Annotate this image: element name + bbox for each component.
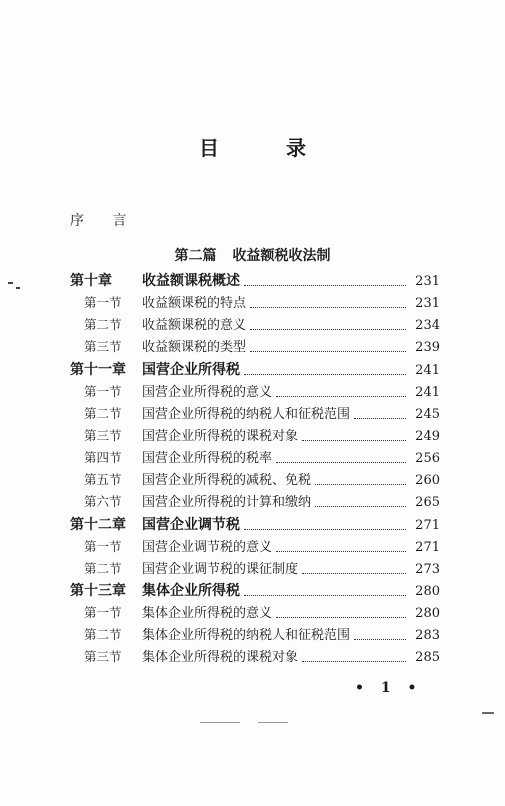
toc-dot-leader: [276, 453, 406, 463]
toc-entry-title: 国营企业所得税: [142, 361, 240, 378]
toc-entry-page: 241: [415, 362, 440, 378]
toc-entry-page: 231: [415, 296, 440, 312]
toc-entry-label: 第一节: [84, 383, 122, 399]
toc-entry-label: 第十章: [70, 273, 112, 289]
toc-entry-label: 第三节: [84, 649, 122, 665]
toc-entry-page: 283: [415, 628, 440, 644]
toc-entry-page: 265: [415, 495, 440, 511]
toc-section-row: [70, 646, 440, 668]
toc-entry-title: 国营企业调节税的意义: [142, 539, 273, 555]
toc-section-row: [70, 425, 440, 447]
toc-entry-page: 260: [415, 473, 440, 489]
toc-section-row: [70, 602, 440, 624]
toc-entry-label: 第二节: [84, 627, 122, 643]
toc-section-row: [70, 336, 440, 358]
toc-section-row: [70, 491, 440, 513]
page-title: 目 录: [199, 136, 336, 160]
toc-dot-leader: [276, 608, 406, 618]
toc-dot-leader: [315, 497, 406, 507]
page-number: • 1 •: [355, 680, 423, 696]
toc-entry-label: 第十一章: [70, 361, 126, 378]
toc-entry-page: 241: [415, 384, 440, 400]
toc-entry-label: 第二节: [84, 560, 122, 576]
toc-entry-label: 第十二章: [70, 516, 126, 533]
toc-entry-page: 245: [415, 406, 440, 422]
toc-dot-leader: [302, 652, 406, 662]
toc-section-row: [70, 447, 440, 469]
toc-chapter-row: [70, 359, 440, 381]
toc-dot-leader: [315, 475, 406, 485]
preface-heading: 序 言: [70, 213, 139, 229]
toc-entry-page: 271: [415, 517, 440, 533]
toc-entry-page: 249: [415, 428, 440, 444]
toc-dot-leader: [276, 542, 406, 552]
toc-entry-title: 国营企业所得税的减税、免税: [142, 473, 312, 489]
toc-entry-label: 第一节: [84, 295, 122, 311]
toc-dot-leader: [302, 564, 406, 574]
toc-entry-title: 国营企业所得税的计算和缴纳: [142, 495, 312, 511]
toc-section-row: [70, 292, 440, 314]
part-name: 收益额税收法制: [232, 248, 331, 264]
scan-speck: [258, 722, 288, 723]
toc-entry-label: 第五节: [84, 472, 122, 488]
toc-section-row: [70, 314, 440, 336]
toc-entry-page: 234: [415, 318, 440, 334]
toc-entry-title: 国营企业调节税: [142, 516, 240, 533]
toc-entry-page: 280: [415, 583, 440, 599]
toc-entry-label: 第六节: [84, 494, 122, 510]
toc-dot-leader: [244, 586, 406, 596]
toc-entry-title: 收益额课税的类型: [142, 340, 247, 356]
toc-entry-label: 第一节: [84, 605, 122, 621]
toc-entry-label: 第三节: [84, 339, 122, 355]
toc-entry-label: 第三节: [84, 427, 122, 443]
toc-entry-label: 第一节: [84, 538, 122, 554]
toc-chapter-row: [70, 580, 440, 602]
toc-entry-title: 国营企业调节税的课征制度: [142, 561, 299, 577]
part-number: 第二篇: [174, 248, 217, 264]
toc-entry-page: 256: [415, 451, 440, 467]
toc-entry-page: 280: [415, 606, 440, 622]
toc-entry-label: 第十三章: [70, 582, 126, 599]
toc-entry-label: 第二节: [84, 405, 122, 421]
toc-entry-title: 收益额课税的意义: [142, 318, 247, 334]
toc-dot-leader: [244, 276, 406, 286]
toc-entry-title: 收益额课税概述: [142, 273, 240, 289]
toc-dot-leader: [244, 520, 406, 530]
scan-speck: [16, 287, 20, 289]
toc-section-row: [70, 403, 440, 425]
toc-section-row: [70, 469, 440, 491]
toc-entry-label: 第二节: [84, 317, 122, 333]
toc-entry-title: 集体企业所得税的纳税人和征税范围: [142, 628, 351, 644]
toc-section-row: [70, 558, 440, 580]
scan-speck: [8, 282, 13, 284]
toc-entry-title: 国营企业所得税的意义: [142, 384, 273, 400]
scan-speck: [482, 712, 494, 714]
toc-section-row: [70, 624, 440, 646]
toc-entry-label: 第四节: [84, 450, 122, 466]
toc-entry-title: 集体企业所得税的课税对象: [142, 650, 299, 666]
toc-dot-leader: [250, 298, 406, 308]
toc-entry-page: 271: [415, 539, 440, 555]
toc-dot-leader: [250, 320, 406, 330]
toc-chapter-row: [70, 270, 440, 292]
toc-entry-title: 集体企业所得税: [142, 582, 240, 599]
toc-chapter-row: [70, 514, 440, 536]
toc-entry-page: 273: [415, 561, 440, 577]
toc-dot-leader: [250, 342, 406, 352]
toc-dot-leader: [244, 365, 406, 375]
toc-section-row: [70, 381, 440, 403]
toc-dot-leader: [302, 431, 406, 441]
toc-entry-page: 231: [415, 274, 440, 289]
toc-entry-title: 国营企业所得税的纳税人和征税范围: [142, 406, 351, 422]
toc-entry-page: 239: [415, 340, 440, 356]
toc-dot-leader: [276, 387, 406, 397]
toc-entry-title: 国营企业所得税的课税对象: [142, 428, 299, 444]
toc-entry-title: 国营企业所得税的税率: [142, 451, 273, 467]
scan-speck: [200, 722, 240, 723]
toc-dot-leader: [354, 409, 406, 419]
toc-dot-leader: [354, 630, 406, 640]
part-heading: [0, 245, 505, 265]
toc-entry-page: 285: [415, 650, 440, 666]
toc-section-row: [70, 536, 440, 558]
toc-entry-title: 集体企业所得税的意义: [142, 606, 273, 622]
toc-entry-title: 收益额课税的特点: [142, 296, 247, 312]
table-of-contents: [70, 270, 440, 669]
